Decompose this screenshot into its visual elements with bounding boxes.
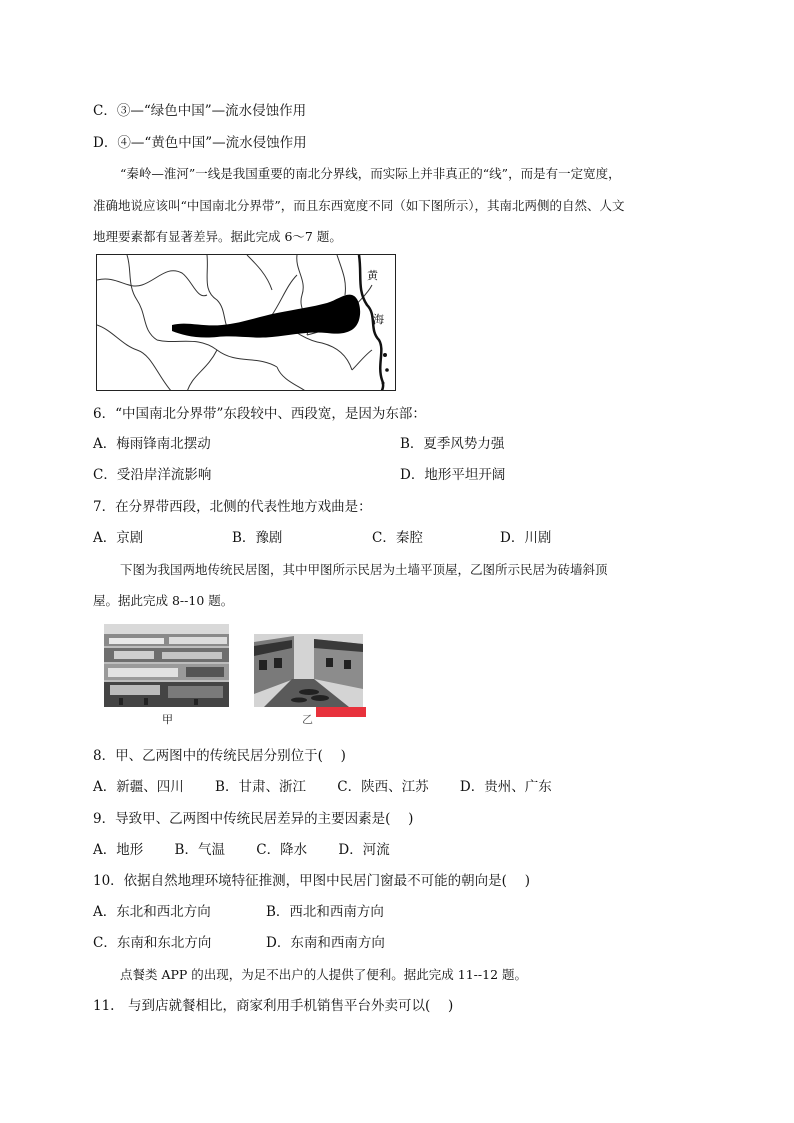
red-bar bbox=[316, 707, 366, 717]
q9-options: A．地形 B．气温 C．降水 D．河流 bbox=[93, 842, 390, 858]
q7-option-c: C．秦腔 bbox=[372, 530, 423, 546]
map-label-huang: 黄 bbox=[367, 269, 378, 282]
intro-8-10-line1: 下图为我国两地传统民居图，其中甲图所示民居为土墙平顶屋，乙图所示民居为砖墙斜顶 bbox=[120, 562, 608, 577]
q6-option-d: D．地形平坦开阔 bbox=[400, 467, 506, 483]
option-d-prev: D．④—“黄色中国”—流水侵蚀作用 bbox=[93, 135, 307, 151]
north-south-belt-map bbox=[96, 254, 396, 391]
photo-yi-svg bbox=[254, 634, 363, 707]
question-11: 11. 与到店就餐相比，商家利用手机销售平台外卖可以( ) bbox=[93, 998, 454, 1014]
q7-option-b: B．豫剧 bbox=[232, 530, 283, 546]
q10-option-c: C．东南和东北方向 bbox=[93, 935, 212, 951]
intro-6-7-line1: “秦岭—淮河”一线是我国重要的南北分界线，而实际上并非真正的“线”，而是有一定宽度， bbox=[120, 166, 621, 181]
question-9: 9．导致甲、乙两图中传统民居差异的主要因素是( ) bbox=[93, 811, 414, 827]
photo-jia-caption: 甲 bbox=[162, 713, 173, 726]
q6-option-b: B．夏季风势力强 bbox=[400, 436, 505, 452]
q6-option-a: A．梅雨锋南北摆动 bbox=[93, 436, 211, 452]
q10-option-d: D．东南和西南方向 bbox=[266, 935, 385, 951]
intro-6-7-line3: 地理要素都有显著差异。据此完成 6～7 题。 bbox=[93, 229, 342, 244]
photo-yi-caption: 乙 bbox=[302, 713, 313, 726]
q7-option-d: D．川剧 bbox=[500, 530, 552, 546]
photo-yi bbox=[254, 634, 363, 707]
photo-jia-svg bbox=[104, 624, 229, 707]
map-label-hai: 海 bbox=[373, 313, 384, 326]
north-south-belt bbox=[172, 295, 360, 338]
intro-8-10-line2: 屋。据此完成 8--10 题。 bbox=[93, 593, 234, 608]
question-8: 8．甲、乙两图中的传统民居分别位于( ) bbox=[93, 748, 346, 764]
q8-options: A．新疆、四川 B．甘肃、浙江 C．陕西、江苏 D．贵州、广东 bbox=[93, 779, 552, 795]
question-10: 10．依据自然地理环境特征推测，甲图中民居门窗最不可能的朝向是( ) bbox=[93, 873, 531, 889]
intro-6-7-line2: 准确地说应该叫“中国南北分界带”，而且东西宽度不同（如下图所示），其南北两侧的自然、人文 bbox=[93, 198, 625, 213]
q10-option-b: B．西北和西南方向 bbox=[266, 904, 384, 920]
photo-jia bbox=[104, 624, 229, 707]
intro-11-12: 点餐类 APP 的出现，为足不出户的人提供了便利。据此完成 11--12 题。 bbox=[120, 967, 528, 982]
q7-option-a: A．京剧 bbox=[93, 530, 144, 546]
map-svg bbox=[97, 255, 396, 391]
question-6: 6．“中国南北分界带”东段较中、西段宽，是因为东部： bbox=[93, 406, 426, 422]
option-c-prev: C．③—“绿色中国”—流水侵蚀作用 bbox=[93, 103, 307, 119]
q10-option-a: A．东北和西北方向 bbox=[93, 904, 211, 920]
q6-option-c: C．受沿岸洋流影响 bbox=[93, 467, 212, 483]
question-7: 7．在分界带西段，北侧的代表性地方戏曲是： bbox=[93, 499, 372, 515]
